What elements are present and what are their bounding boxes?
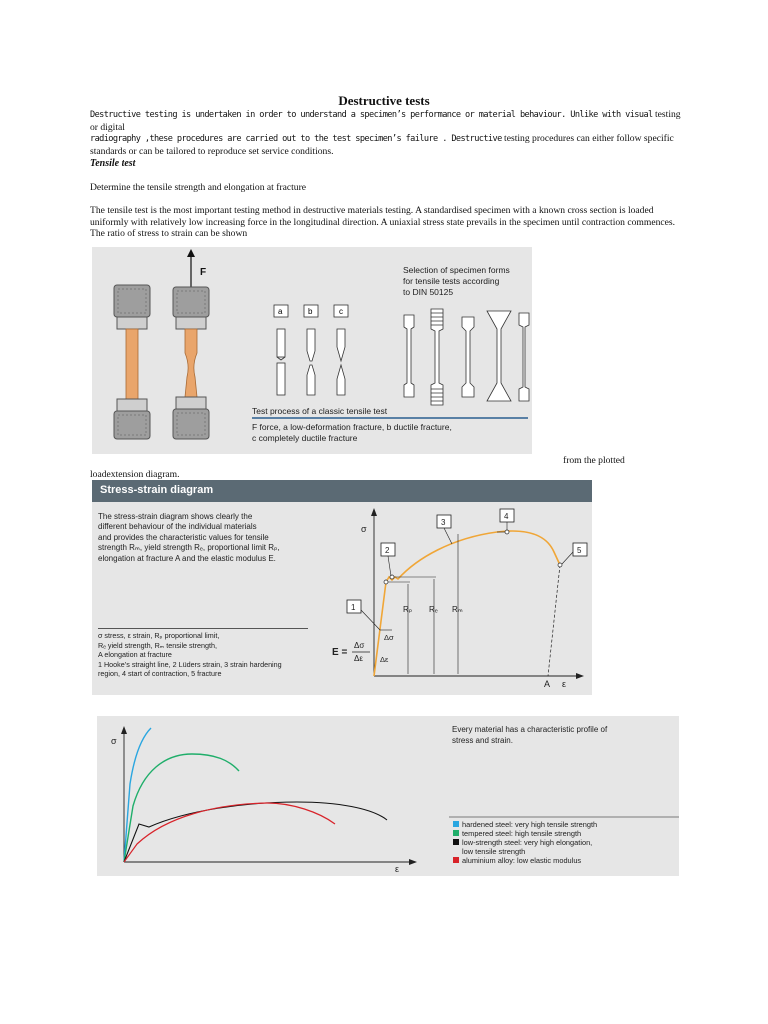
point-label-5: 5 <box>577 546 582 555</box>
point-leader <box>562 552 573 564</box>
formula-denominator: Δε <box>354 654 363 663</box>
fracture-drop-line <box>548 565 560 676</box>
legend-line: Rₑ yield strength, Rₘ tensile strength, <box>98 640 218 650</box>
legend-hardened-steel: hardened steel: very high tensile strength <box>462 820 598 829</box>
legend-line: σ stress, ε strain, Rₚ proportional limit, <box>98 631 220 640</box>
point-label-1: 1 <box>351 603 356 612</box>
legend-swatch-low-strength <box>453 839 459 845</box>
point-marker <box>558 563 562 567</box>
selection-text-line-3: to DIN 50125 <box>403 287 454 297</box>
point-label-3: 3 <box>441 518 446 527</box>
description-line: strength Rₘ, yield strength Rₑ, proportional limit Rₚ, <box>98 543 280 553</box>
material-profiles-figure <box>97 716 679 876</box>
specimen-necked <box>173 249 209 439</box>
caption-line-1: F force, a low-deformation fracture, b ductile fracture, <box>252 422 452 432</box>
point-leader <box>444 528 452 544</box>
intro-text-serif-2: testing procedures can either follow specific standards or can be tailored to reproduce set service conditions. <box>90 133 674 157</box>
tensile-summary: Determine the tensile strength and elongation at fracture <box>90 182 307 193</box>
profiles-description-line-1: Every material has a characteristic profile of <box>452 725 608 734</box>
y-axis-arrow <box>121 726 127 734</box>
stress-strain-figure <box>92 480 592 695</box>
x-axis-arrow <box>409 859 417 865</box>
legend-low-strength-steel: low-strength steel: very high elongation, <box>462 838 593 847</box>
tensile-test-illustration <box>92 247 532 454</box>
stress-strain-curve <box>374 531 560 676</box>
box-label-c: c <box>339 307 343 316</box>
selection-text-line-2: for tensile tests according <box>403 276 500 286</box>
point-leader <box>361 610 380 630</box>
legend-swatch-hardened <box>453 821 459 827</box>
formula-numerator: Δσ <box>354 641 365 650</box>
from-plotted-text: from the plotted <box>563 455 625 466</box>
figure-header-title: Stress-strain diagram <box>100 484 214 496</box>
tensile-body: The tensile test is the most important testing method in destructive materials testing. A standardised specimen with a known cross section is loaded uniformly with relatively low increasing force in the longitudinal direction. A uniaxial stress state prevails in the specimen until contraction commences. The ratio of stress to strain can be shown <box>90 205 676 239</box>
section-heading: Tensile test <box>90 158 136 169</box>
legend-line: A elongation at fracture <box>98 650 172 660</box>
box-label-a: a <box>278 307 283 316</box>
legend-line: 1 Hooke’s straight line, 2 Lüders strain, 3 strain hardening <box>98 659 282 669</box>
point-label-2: 2 <box>385 546 390 555</box>
caption-line-2: c completely ductile fracture <box>252 433 358 443</box>
formula-lhs: E = <box>332 647 348 658</box>
legend-aluminium-alloy: aluminium alloy: low elastic modulus <box>462 856 582 865</box>
specimen-forms <box>404 309 529 405</box>
legend-swatch-tempered <box>453 830 459 836</box>
re-label: Rₑ <box>429 605 438 614</box>
description-line: The stress-strain diagram shows clearly the <box>98 512 253 521</box>
intro-text-serif: testing or digital <box>90 109 681 133</box>
caption-title: Test process of a classic tensile test <box>252 406 388 416</box>
x-axis-label: ε <box>395 864 400 874</box>
x-axis-arrow <box>576 673 584 679</box>
box-label-b: b <box>308 307 313 316</box>
legend-line: region, 4 start of contraction, 5 fracture <box>98 669 222 679</box>
intro-paragraph <box>90 109 690 157</box>
curve-low-strength-steel <box>124 802 387 862</box>
selection-text-line-1: Selection of specimen forms <box>403 265 510 275</box>
description-line: different behaviour of the individual materials <box>98 522 257 532</box>
legend-tempered-steel: tempered steel: high tensile strength <box>462 829 582 838</box>
specimen-intact <box>114 285 150 439</box>
stress-strain-plot <box>92 480 592 695</box>
profiles-description-line-2: stress and strain. <box>452 736 513 745</box>
legend-low-strength-steel-cont: low tensile strength <box>462 847 526 856</box>
intro-text-mono-2: radiography ,these procedures are carried out to the test specimen’s failure . Destructive <box>90 134 502 144</box>
material-profiles-plot <box>97 716 679 876</box>
point-marker <box>390 575 394 579</box>
delta-sigma-label: Δσ <box>384 633 394 642</box>
y-axis-label: σ <box>111 736 117 746</box>
fracture-types <box>274 305 348 395</box>
description-line: and provides the characteristic values for tensile <box>98 532 269 542</box>
force-label: F <box>200 267 207 278</box>
point-leader <box>388 556 391 576</box>
point-marker <box>384 580 388 584</box>
delta-eps-label: Δε <box>380 655 389 664</box>
description-line: elongation at fracture A and the elastic modulus E. <box>98 553 276 563</box>
load-extension-text: loadextension diagram. <box>90 469 180 480</box>
point-marker <box>505 530 509 534</box>
intro-text-mono: Destructive testing is undertaken in order to understand a specimen’s performance or material behaviour. Unlike with visual <box>90 110 653 120</box>
y-axis-arrow <box>371 508 377 516</box>
curve-aluminium-alloy <box>124 803 335 862</box>
x-axis-label: ε <box>562 679 567 689</box>
page-title: Destructive tests <box>338 93 430 108</box>
legend-swatch-aluminium <box>453 857 459 863</box>
tensile-test-figure <box>92 247 532 454</box>
elongation-mark: A <box>544 679 551 689</box>
rp-label: Rₚ <box>403 605 413 614</box>
y-axis-label: σ <box>361 524 367 534</box>
point-label-4: 4 <box>504 512 509 521</box>
rm-label: Rₘ <box>452 605 463 614</box>
